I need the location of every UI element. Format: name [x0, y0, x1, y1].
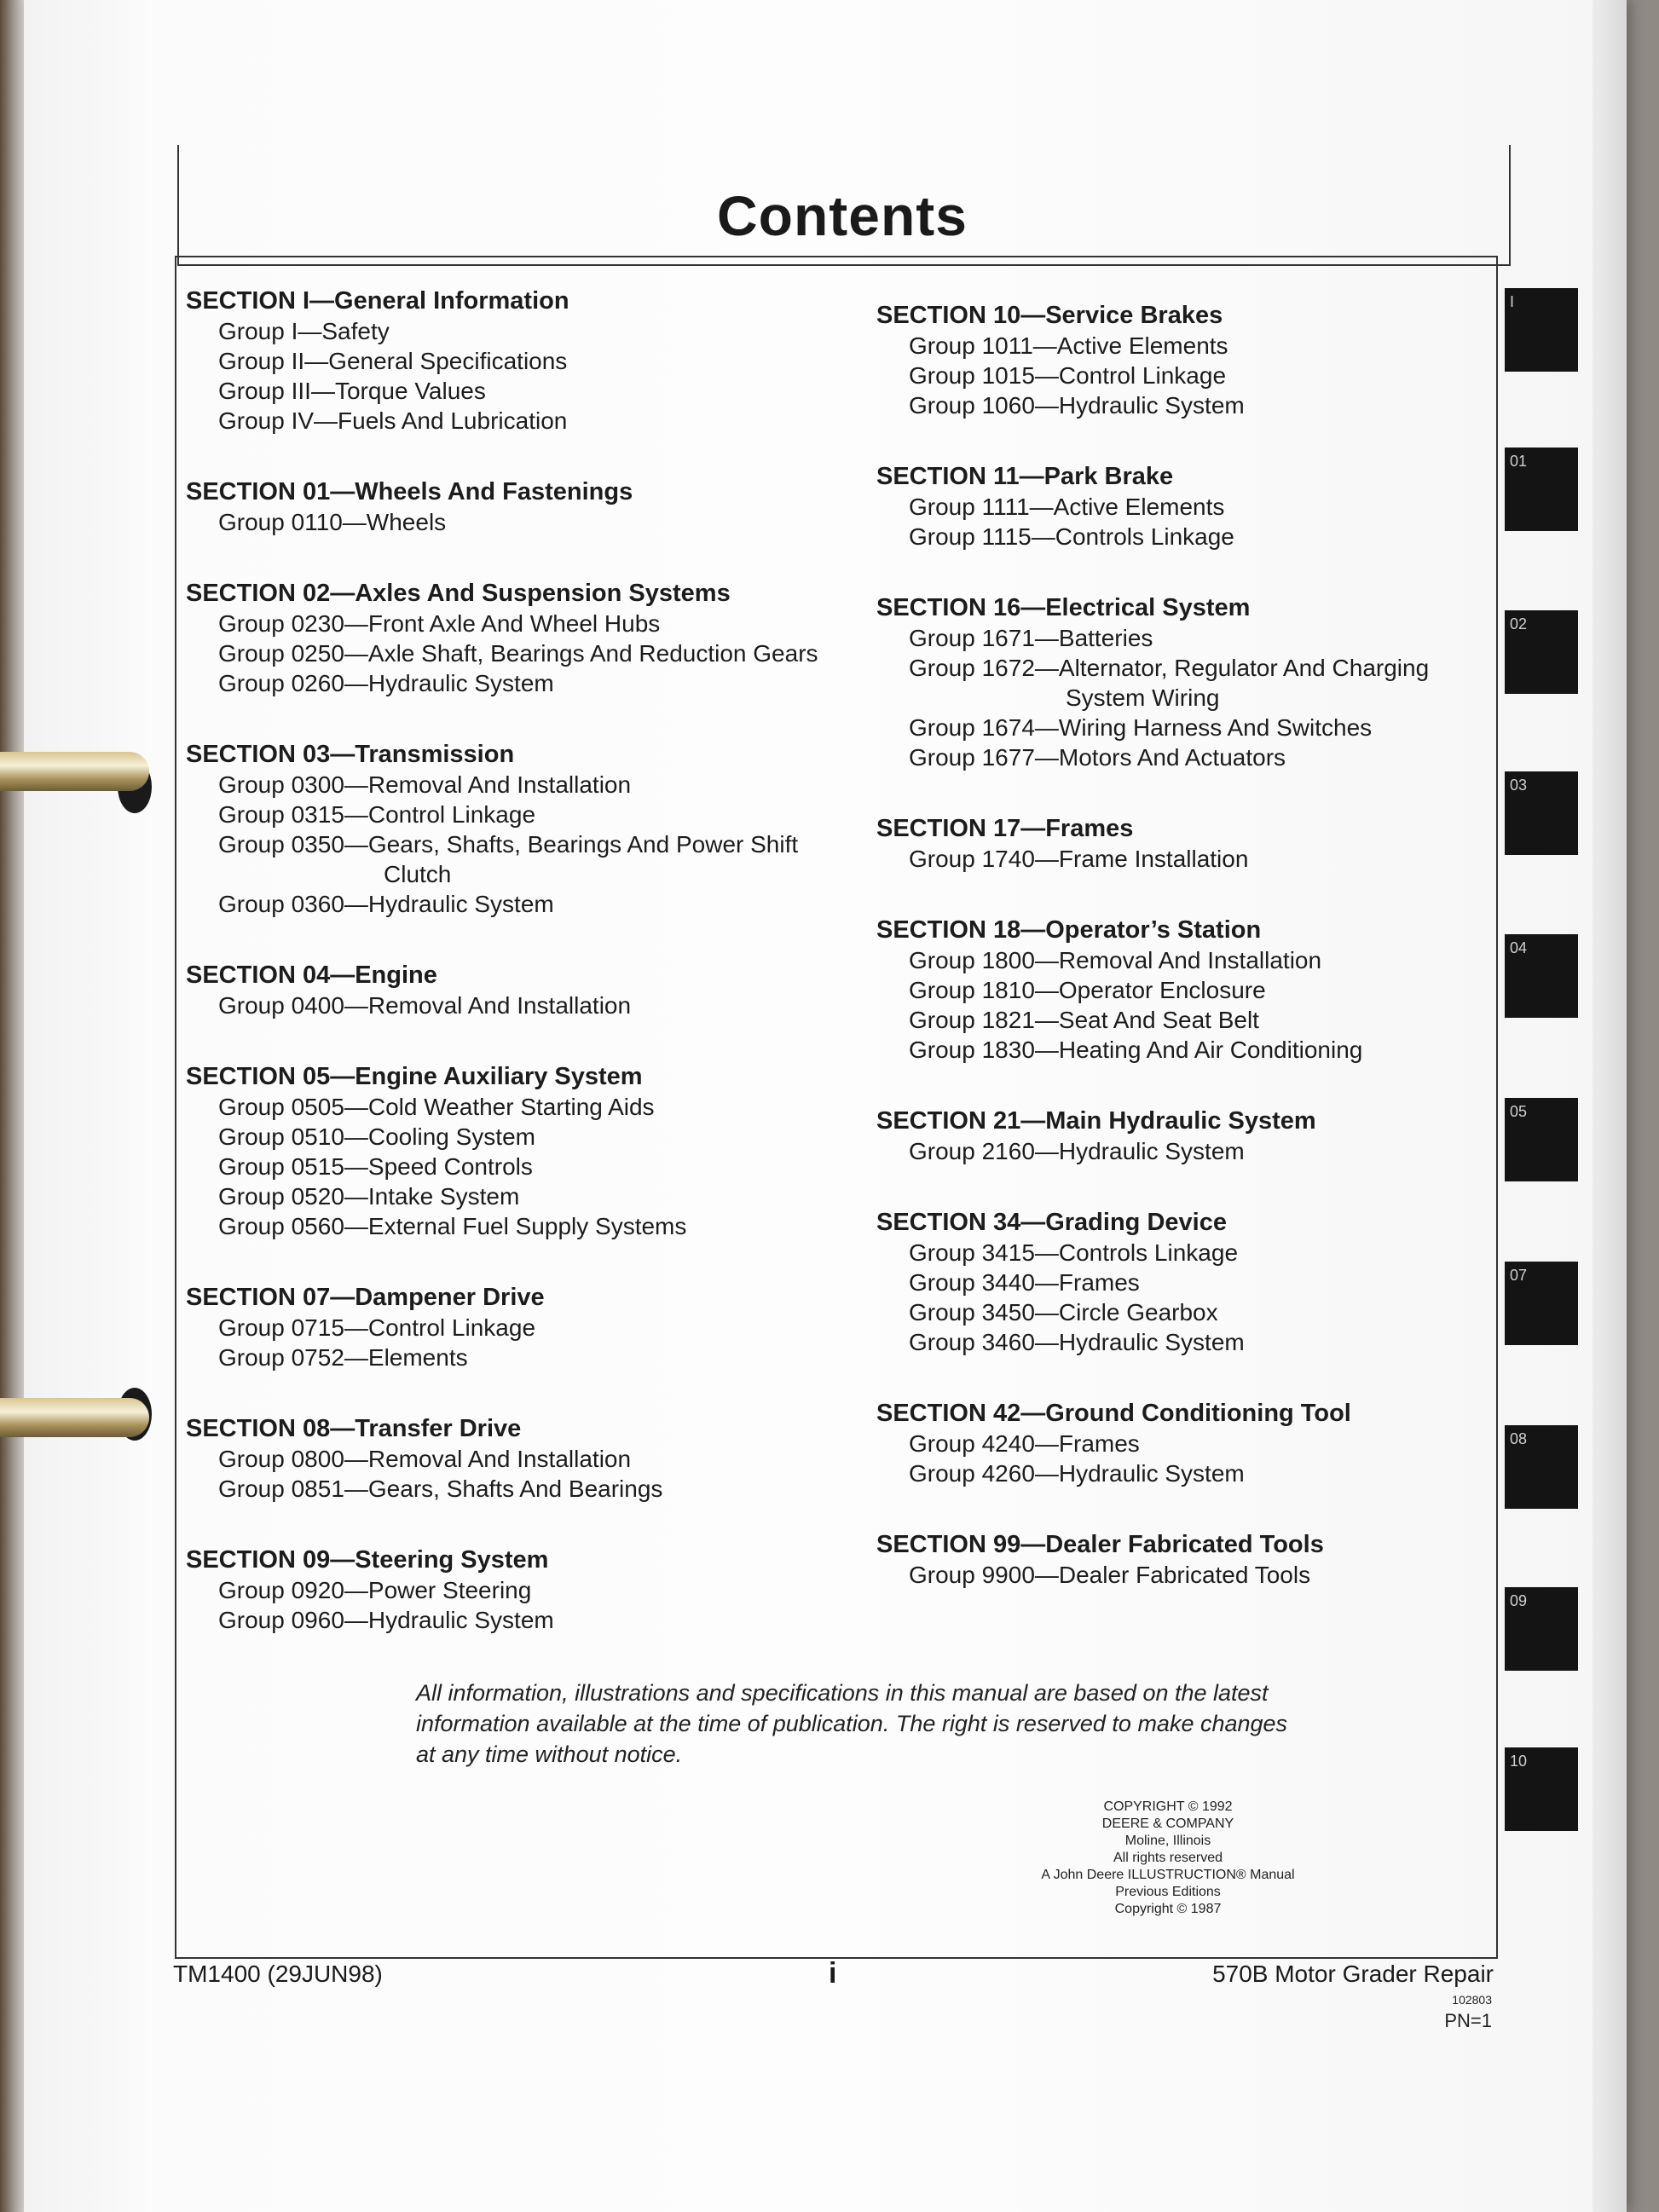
group-entry[interactable]: Group 1821—Seat And Seat Belt: [909, 1007, 1259, 1033]
group-entry[interactable]: Group 0350—Gears, Shafts, Bearings And Power Shift Clutch: [218, 831, 799, 887]
section-title[interactable]: SECTION 42—Ground Conditioning Tool: [876, 1400, 1351, 1427]
copyright-line: Copyright © 1987: [1114, 1902, 1222, 1916]
group-entry[interactable]: Group 0800—Removal And Installation: [218, 1446, 632, 1472]
group-entry[interactable]: Group 4240—Frames: [909, 1430, 1140, 1457]
section-title[interactable]: SECTION 99—Dealer Fabricated Tools: [876, 1531, 1324, 1558]
binder-ring-top: [0, 752, 149, 791]
section-title[interactable]: SECTION 02—Axles And Suspension Systems: [186, 580, 731, 607]
group-entry[interactable]: Group 3440—Frames: [909, 1269, 1140, 1296]
group-entry[interactable]: Group 1674—Wiring Harness And Switches: [909, 714, 1373, 741]
group-entry[interactable]: Group 0920—Power Steering: [218, 1577, 532, 1603]
contents-section: [876, 1529, 1490, 1590]
contents-section: [186, 1545, 868, 1635]
copyright-line: COPYRIGHT © 1992: [1103, 1799, 1233, 1814]
section-tab-09[interactable]: 09: [1505, 1587, 1578, 1671]
manual-code: TM1400 (29JUN98): [173, 1961, 383, 1987]
group-entry[interactable]: Group II—General Specifications: [218, 348, 568, 374]
group-entry[interactable]: Group 1671—Batteries: [909, 625, 1153, 651]
group-entry[interactable]: Group 1115—Controls Linkage: [909, 523, 1234, 550]
contents-section: [186, 1413, 868, 1504]
section-tab-10[interactable]: 10: [1505, 1747, 1578, 1831]
contents-section: [876, 1106, 1490, 1166]
group-entry[interactable]: Group 4260—Hydraulic System: [909, 1460, 1245, 1487]
section-tab-07[interactable]: 07: [1505, 1262, 1578, 1345]
left-contents-column: [186, 286, 868, 1676]
section-tab-04[interactable]: 04: [1505, 934, 1578, 1018]
section-title[interactable]: SECTION 07—Dampener Drive: [186, 1284, 545, 1311]
group-entry[interactable]: Group 0715—Control Linkage: [218, 1314, 536, 1341]
section-title[interactable]: SECTION 09—Steering System: [186, 1546, 549, 1574]
group-entry[interactable]: Group 0752—Elements: [218, 1344, 468, 1371]
group-entry[interactable]: Group 3450—Circle Gearbox: [909, 1299, 1218, 1325]
page-stack-edge: [1593, 0, 1627, 2212]
group-entry[interactable]: Group 0400—Removal And Installation: [218, 992, 632, 1019]
group-entry[interactable]: Group 0230—Front Axle And Wheel Hubs: [218, 610, 661, 637]
section-title[interactable]: SECTION 04—Engine: [186, 962, 437, 989]
group-entry[interactable]: Group 2160—Hydraulic System: [909, 1138, 1245, 1164]
page-number: i: [829, 1957, 837, 1990]
document-code: 102803: [1452, 1993, 1492, 2007]
contents-section: [186, 960, 868, 1020]
group-entry[interactable]: Group III—Torque Values: [218, 378, 486, 404]
section-title[interactable]: SECTION 18—Operator’s Station: [876, 916, 1262, 944]
group-entry[interactable]: Group 1672—Alternator, Regulator And Charging System Wiring: [909, 655, 1430, 711]
group-entry[interactable]: Group 1111—Active Elements: [909, 494, 1225, 520]
section-title[interactable]: SECTION 05—Engine Auxiliary System: [186, 1063, 643, 1090]
group-entry[interactable]: Group 1060—Hydraulic System: [909, 392, 1245, 419]
group-entry[interactable]: Group 1011—Active Elements: [909, 332, 1228, 359]
section-tab-02[interactable]: 02: [1505, 610, 1578, 694]
group-entry[interactable]: Group 0505—Cold Weather Starting Aids: [218, 1094, 655, 1120]
contents-section: [876, 461, 1490, 552]
group-entry[interactable]: Group IV—Fuels And Lubrication: [218, 407, 568, 434]
group-entry[interactable]: Group 0960—Hydraulic System: [218, 1607, 554, 1633]
page-title: Contents: [717, 184, 968, 247]
manual-title: 570B Motor Grader Repair: [1212, 1961, 1494, 1987]
right-contents-column: [876, 300, 1490, 1631]
contents-section: [876, 915, 1490, 1065]
group-entry[interactable]: Group 1677—Motors And Actuators: [909, 744, 1286, 771]
group-entry[interactable]: Group 0515—Speed Controls: [218, 1153, 533, 1180]
group-entry[interactable]: Group 0510—Cooling System: [218, 1123, 535, 1150]
section-tab-03[interactable]: 03: [1505, 771, 1578, 855]
copyright-line: Previous Editions: [1115, 1885, 1221, 1899]
contents-section: [876, 1207, 1490, 1357]
contents-section: [186, 578, 868, 698]
group-entry[interactable]: Group 1015—Control Linkage: [909, 362, 1227, 389]
section-title[interactable]: SECTION 21—Main Hydraulic System: [876, 1107, 1316, 1135]
section-title[interactable]: SECTION 11—Park Brake: [876, 463, 1174, 490]
contents-section: [876, 1398, 1490, 1488]
contents-section: [876, 813, 1490, 874]
section-title[interactable]: SECTION 10—Service Brakes: [876, 302, 1223, 329]
copyright-block: [997, 1799, 1338, 1918]
group-entry[interactable]: Group 1810—Operator Enclosure: [909, 977, 1266, 1003]
contents-section: [876, 592, 1490, 772]
section-title[interactable]: SECTION 01—Wheels And Fastenings: [186, 478, 633, 505]
copyright-line: DEERE & COMPANY: [1101, 1816, 1234, 1831]
group-entry[interactable]: Group 1830—Heating And Air Conditioning: [909, 1037, 1363, 1063]
copyright-line: Moline, Illinois: [1124, 1834, 1211, 1848]
binder-ring-bottom: [0, 1398, 149, 1437]
contents-section: [876, 300, 1490, 420]
contents-section: [186, 739, 868, 919]
group-entry[interactable]: Group I—Safety: [218, 318, 390, 344]
group-entry[interactable]: Group 0360—Hydraulic System: [218, 891, 554, 917]
group-entry[interactable]: Group 1740—Frame Installation: [909, 846, 1249, 872]
group-entry[interactable]: Group 0300—Removal And Installation: [218, 771, 632, 798]
group-entry[interactable]: Group 3415—Controls Linkage: [909, 1239, 1239, 1266]
section-tab-08[interactable]: 08: [1505, 1425, 1578, 1509]
group-entry[interactable]: Group 0851—Gears, Shafts And Bearings: [218, 1476, 663, 1502]
contents-section: [186, 1282, 868, 1372]
section-tab-i[interactable]: I: [1505, 288, 1578, 372]
section-title[interactable]: SECTION 17—Frames: [876, 815, 1134, 842]
group-entry[interactable]: Group 0260—Hydraulic System: [218, 670, 554, 696]
section-title[interactable]: SECTION 34—Grading Device: [876, 1209, 1227, 1236]
group-entry[interactable]: Group 0520—Intake System: [218, 1183, 520, 1210]
group-entry[interactable]: Group 0315—Control Linkage: [218, 801, 536, 828]
section-title[interactable]: SECTION 16—Electrical System: [876, 594, 1251, 621]
group-entry[interactable]: Group 0560—External Fuel Supply Systems: [218, 1213, 687, 1239]
disclaimer-text: All information, illustrations and specifications in this manual are based on the latest information available at the time of publication. The right is reserved to make changes at any time without notice.: [416, 1680, 1288, 1767]
section-title[interactable]: SECTION 08—Transfer Drive: [186, 1415, 522, 1442]
section-tab-01[interactable]: 01: [1505, 448, 1578, 531]
copyright-line: All rights reserved: [1113, 1851, 1223, 1865]
group-entry[interactable]: Group 3460—Hydraulic System: [909, 1329, 1245, 1355]
group-entry[interactable]: Group 0110—Wheels: [218, 509, 447, 535]
section-title[interactable]: SECTION I—General Information: [186, 287, 569, 315]
contents-section: [186, 286, 868, 436]
contents-section: [186, 1061, 868, 1241]
group-entry[interactable]: Group 1800—Removal And Installation: [909, 947, 1322, 973]
section-tab-05[interactable]: 05: [1505, 1098, 1578, 1181]
copyright-line: A John Deere ILLUSTRUCTION® Manual: [1041, 1868, 1295, 1882]
group-entry[interactable]: Group 0250—Axle Shaft, Bearings And Reduction Gears: [218, 640, 818, 667]
section-title[interactable]: SECTION 03—Transmission: [186, 741, 515, 768]
group-entry[interactable]: Group 9900—Dealer Fabricated Tools: [909, 1562, 1311, 1588]
page-number-code: PN=1: [1444, 2010, 1492, 2031]
contents-section: [186, 476, 868, 537]
